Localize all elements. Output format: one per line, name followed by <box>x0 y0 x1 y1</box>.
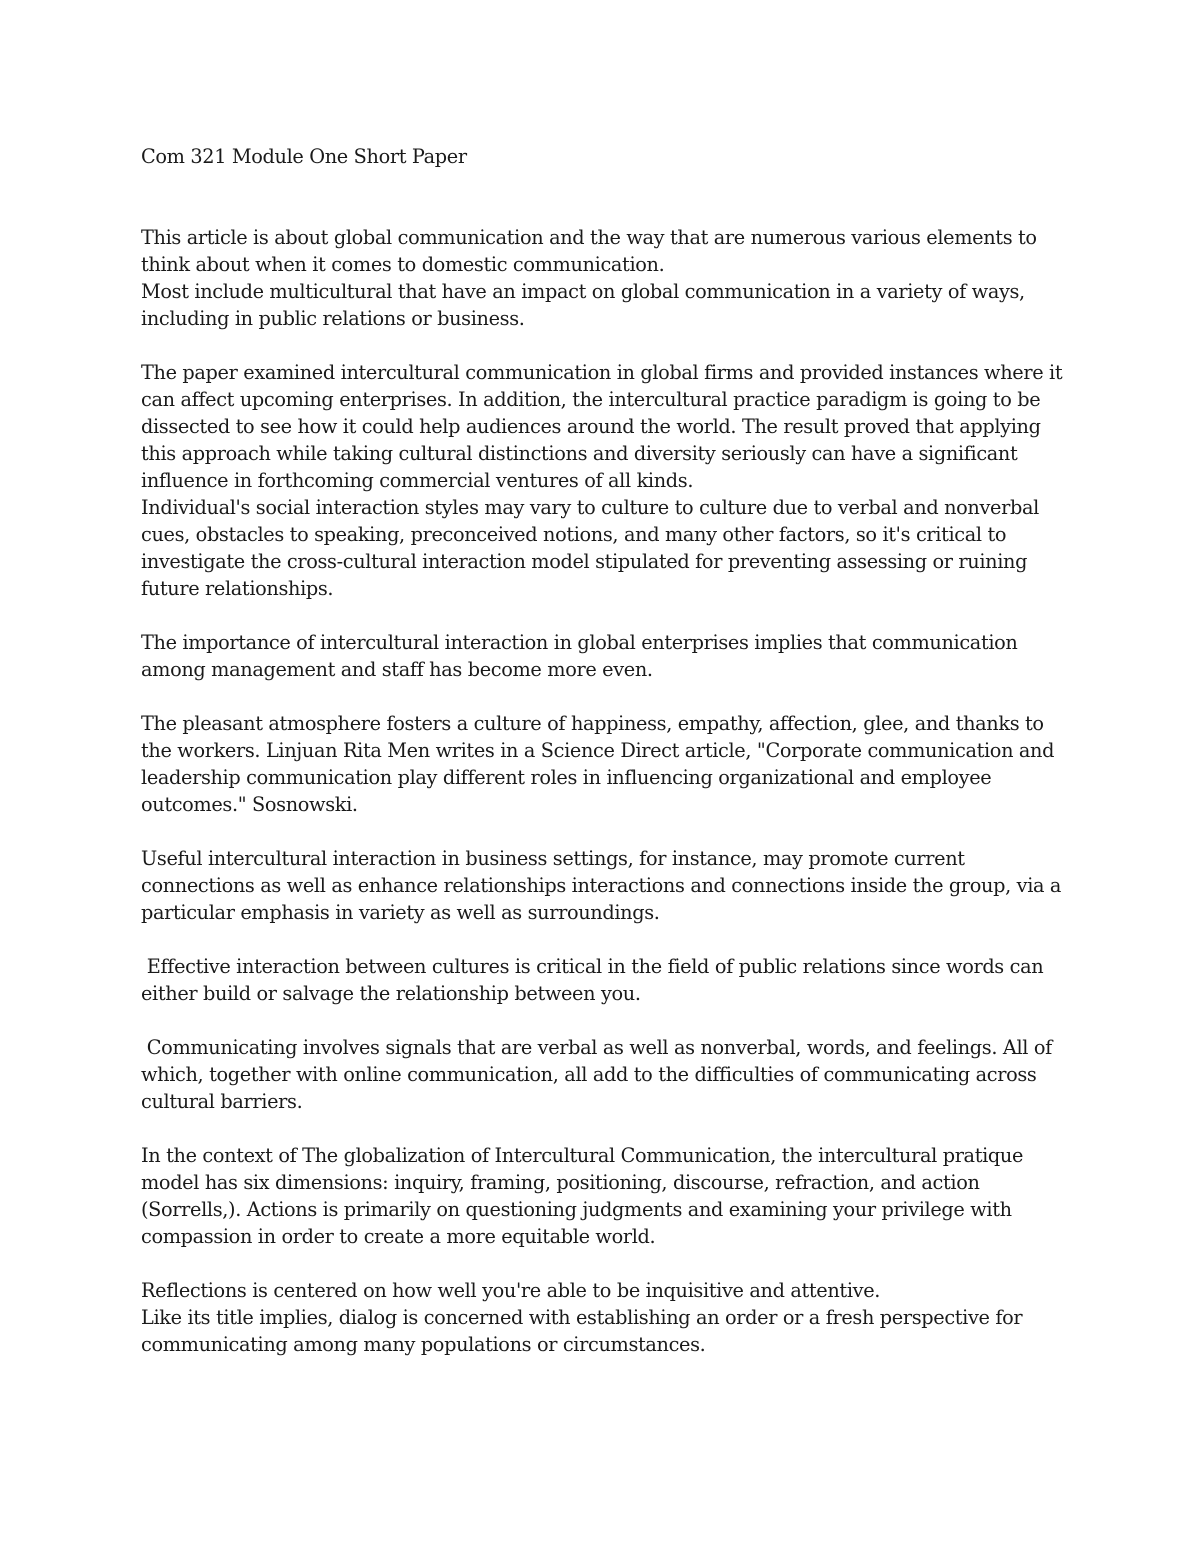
text-line: (Sorrells,). Actions is primarily on questioning judgments and examining your privilege with <box>141 1198 1012 1221</box>
paragraph-intro <box>141 224 1061 278</box>
paragraph-dialog <box>141 1304 1061 1358</box>
text-line: model has six dimensions: inquiry, framing, positioning, discourse, refraction, and action <box>141 1171 980 1194</box>
paragraph-social-interaction <box>141 494 1061 602</box>
text-line: Like its title implies, dialog is concerned with establishing an order or a fresh perspective for <box>141 1306 1023 1329</box>
paragraph-useful-interaction <box>141 845 1061 926</box>
paragraph-reflections <box>141 1277 1061 1304</box>
text-line: The importance of intercultural interaction in global enterprises implies that communication <box>141 631 1018 654</box>
text-line: cultural barriers. <box>141 1090 303 1113</box>
text-line: either build or salvage the relationship between you. <box>141 982 641 1005</box>
paragraph-paper-examined <box>141 359 1061 494</box>
text-line: Reflections is centered on how well you're able to be inquisitive and attentive. <box>141 1279 881 1302</box>
text-line: dissected to see how it could help audiences around the world. The result proved that applying <box>141 415 1041 438</box>
paragraph-communicating-signals <box>141 1034 1061 1115</box>
text-line: leadership communication play different roles in influencing organizational and employee <box>141 766 992 789</box>
paragraph-multicultural <box>141 278 1061 332</box>
text-line: including in public relations or business. <box>141 307 525 330</box>
text-line: communicating among many populations or circumstances. <box>141 1333 706 1356</box>
text-line: Most include multicultural that have an impact on global communication in a variety of ways, <box>141 280 1025 303</box>
text-line: future relationships. <box>141 577 334 600</box>
text-line: The pleasant atmosphere fosters a culture of happiness, empathy, affection, glee, and thanks to <box>141 712 1044 735</box>
text-line: this approach while taking cultural distinctions and diversity seriously can have a significant <box>141 442 1018 465</box>
text-line: particular emphasis in variety as well as surroundings. <box>141 901 660 924</box>
text-line: Useful intercultural interaction in business settings, for instance, may promote current <box>141 847 965 870</box>
text-line: The paper examined intercultural communication in global firms and provided instances where it <box>141 361 1063 384</box>
text-line: cues, obstacles to speaking, preconceived notions, and many other factors, so it's critical to <box>141 523 1007 546</box>
paragraph-globalization-context <box>141 1142 1061 1250</box>
document-body <box>141 143 1061 1385</box>
paragraph-importance <box>141 629 1061 683</box>
text-line: among management and staff has become more even. <box>141 658 653 681</box>
text-line: outcomes." Sosnowski. <box>141 793 358 816</box>
text-line: think about when it comes to domestic communication. <box>141 253 665 276</box>
text-line: can affect upcoming enterprises. In addition, the intercultural practice paradigm is going to be <box>141 388 1041 411</box>
text-line: Effective interaction between cultures is critical in the field of public relations since words can <box>141 955 1044 978</box>
text-line: the workers. Linjuan Rita Men writes in a Science Direct article, "Corporate communication and <box>141 739 1055 762</box>
paragraph-effective-interaction <box>141 953 1061 1007</box>
text-line: which, together with online communication, all add to the difficulties of communicating across <box>141 1063 1037 1086</box>
text-line: Communicating involves signals that are verbal as well as nonverbal, words, and feelings. All of <box>141 1036 1052 1059</box>
text-line: investigate the cross-cultural interaction model stipulated for preventing assessing or ruining <box>141 550 1028 573</box>
text-line: In the context of The globalization of Intercultural Communication, the intercultural pratique <box>141 1144 1024 1167</box>
text-line: compassion in order to create a more equitable world. <box>141 1225 656 1248</box>
document-title: Com 321 Module One Short Paper <box>141 145 467 168</box>
paragraph-pleasant-atmosphere <box>141 710 1061 818</box>
text-line: Individual's social interaction styles may vary to culture to culture due to verbal and nonverbal <box>141 496 1039 519</box>
text-line: This article is about global communication and the way that are numerous various elements to <box>141 226 1037 249</box>
text-line: influence in forthcoming commercial ventures of all kinds. <box>141 469 694 492</box>
text-line: connections as well as enhance relationships interactions and connections inside the group, via a <box>141 874 1062 897</box>
